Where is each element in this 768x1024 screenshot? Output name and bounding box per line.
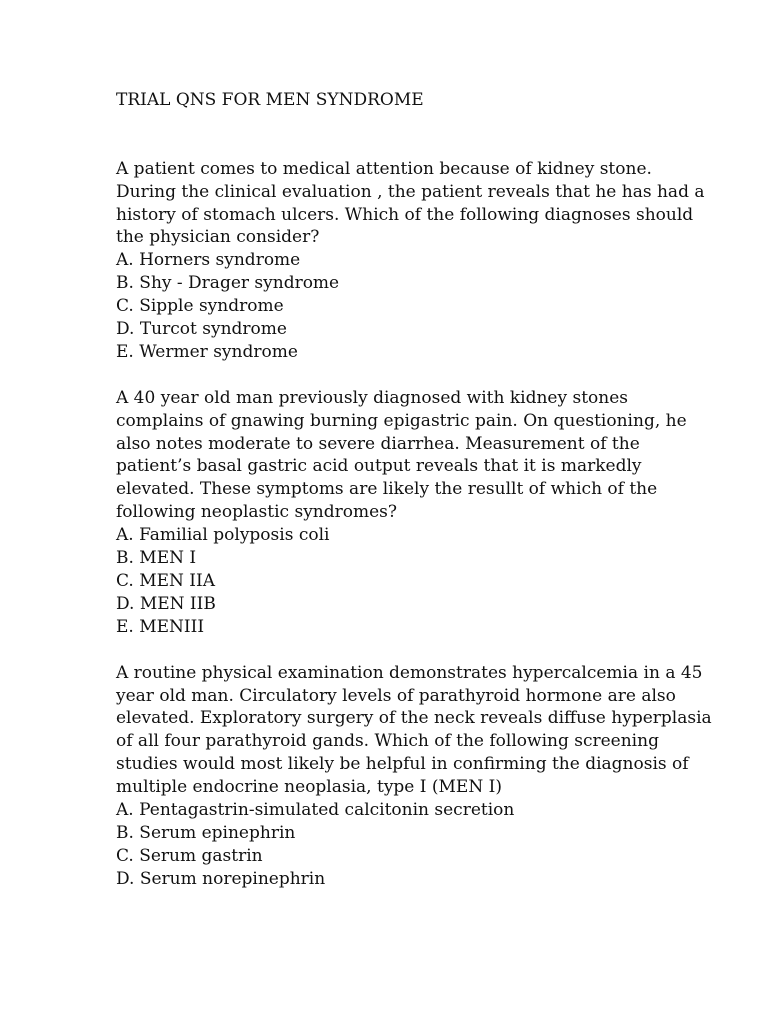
answer-option: C. Serum gastrin [116, 845, 263, 866]
answer-option: A. Pentagastrin-simulated calcitonin secretion [116, 800, 515, 821]
answer-option: E. MENIII [116, 616, 205, 637]
answer-option: D. MEN IIB [116, 593, 216, 614]
question-1 [116, 158, 716, 364]
answer-option: D. Serum norepinephrin [116, 868, 326, 889]
document-title: TRIAL QNS FOR MEN SYNDROME [116, 90, 424, 110]
answer-options [116, 799, 716, 891]
answer-option: D. Turcot syndrome [116, 319, 287, 340]
answer-option: B. Shy - Drager syndrome [116, 273, 340, 294]
question-stem: A routine physical examination demonstrates hypercalcemia in a 45 year old man. Circulatory levels of parathyroid hormone are also elevated. Exploratory surgery of the neck reveals diffuse hyperplasia of all four parathyroid gands. Which of the following screening studies would most likely be helpful in confirming the diagnosis of multiple endocrine neoplasia, type I (MEN I) [116, 662, 712, 798]
answer-option: B. Serum epinephrin [116, 822, 296, 843]
answer-option: C. MEN IIA [116, 571, 216, 591]
answer-option: C. Sipple syndrome [116, 296, 284, 317]
answer-options [116, 249, 716, 364]
answer-option: A. Horners syndrome [116, 250, 301, 271]
document-page [116, 89, 716, 914]
question-stem: A 40 year old man previously diagnosed with kidney stones complains of gnawing burning epigastric pain. On questioning, he also notes moderate to severe diarrhea. Measurement of the patient’s basal gastric acid output reveals that it is markedly elevated. These symptoms are likely the resullt of which of the following neoplastic syndromes? [116, 387, 687, 523]
answer-option: E. Wermer syndrome [116, 341, 298, 362]
answer-option: B. MEN I [116, 548, 197, 569]
question-stem: A patient comes to medical attention because of kidney stone. During the clinical evaluation , the patient reveals that he has had a history of stomach ulcers. Which of the following diagnoses should the physician consider? [116, 158, 705, 248]
question-3 [116, 662, 716, 891]
question-2 [116, 387, 716, 639]
answer-options [116, 524, 716, 639]
answer-option: A. Familial polyposis coli [116, 525, 330, 546]
